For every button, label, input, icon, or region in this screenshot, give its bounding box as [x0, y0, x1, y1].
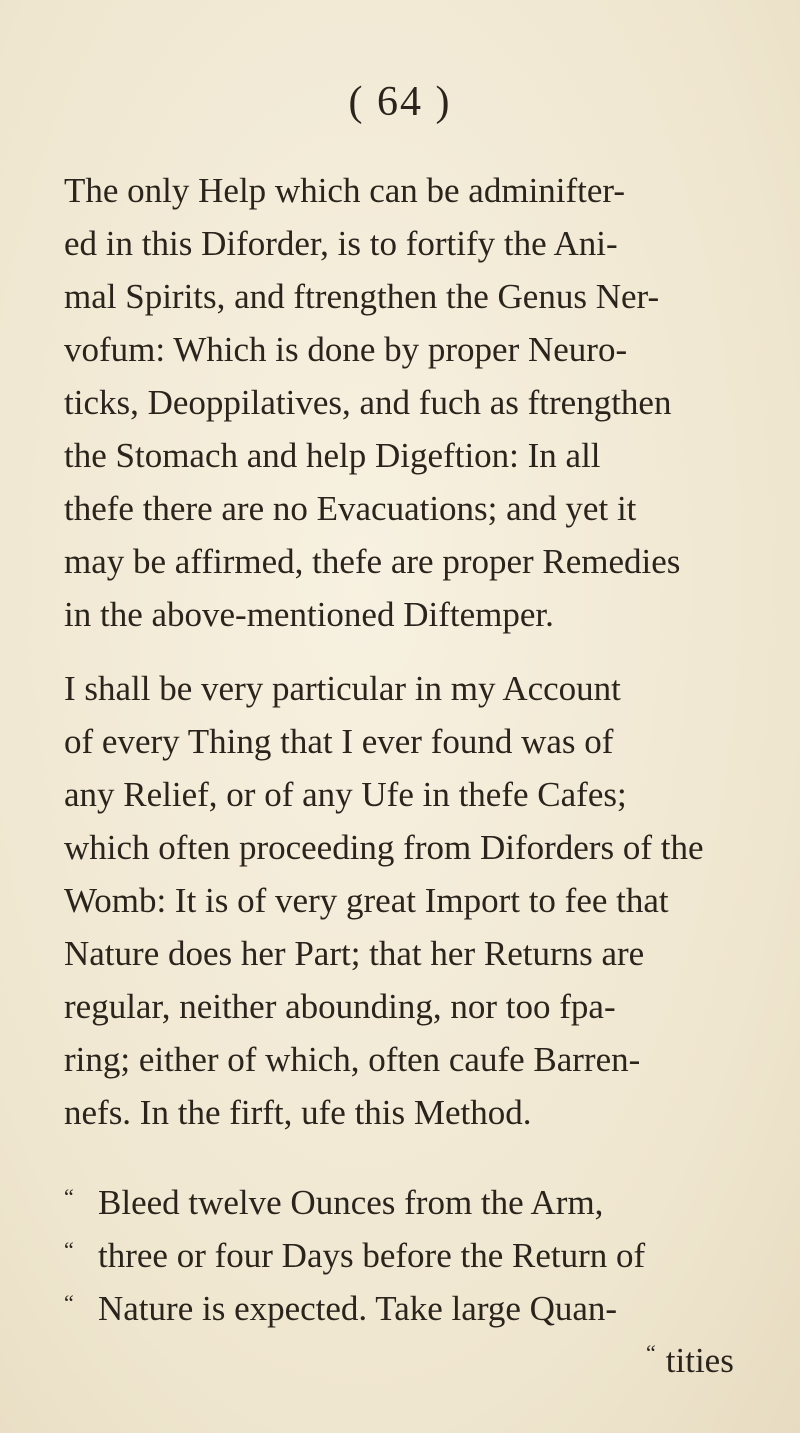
quote-mark: “	[64, 1290, 74, 1315]
text-line: of every Thing that I ever found was of	[64, 722, 614, 761]
paragraph-2	[64, 662, 764, 1139]
text-line: may be affirmed, thefe are proper Remedies	[64, 542, 681, 581]
quote-mark: “	[646, 1340, 656, 1365]
catchword	[646, 1326, 734, 1387]
text-line: which often proceeding from Diforders of the	[64, 828, 704, 867]
text-line: ring; either of which, often caufe Barren-	[64, 1040, 641, 1079]
quoted-paragraph	[64, 1176, 764, 1335]
text-line: thefe there are no Evacuations; and yet it	[64, 489, 637, 528]
text-line: the Stomach and help Digeftion: In all	[64, 436, 601, 475]
page-number: ( 64 )	[348, 79, 452, 125]
text-line: any Relief, or of any Ufe in thefe Cafes;	[64, 775, 627, 814]
line-text: Nature is expected. Take large Quan-	[98, 1289, 618, 1328]
quote-mark: “	[64, 1184, 74, 1209]
text-line: vofum: Which is done by proper Neuro-	[64, 330, 628, 369]
text-line: I shall be very particular in my Account	[64, 669, 621, 708]
quote-mark: “	[64, 1237, 74, 1262]
text-line: Womb: It is of very great Import to fee that	[64, 881, 669, 920]
text-line: regular, neither abounding, nor too fpa-	[64, 987, 616, 1026]
text-line	[64, 1229, 764, 1282]
text-line: The only Help which can be adminifter-	[64, 171, 626, 210]
text-line	[64, 1176, 764, 1229]
line-text: Bleed twelve Ounces from the Arm,	[98, 1183, 604, 1222]
text-line: nefs. In the firft, ufe this Method.	[64, 1093, 532, 1132]
paragraph-1	[64, 164, 764, 641]
catchword-text: tities	[665, 1341, 734, 1380]
text-line: Nature does her Part; that her Returns are	[64, 934, 645, 973]
text-line: in the above-mentioned Diftemper.	[64, 595, 554, 634]
text-line: ed in this Diforder, is to fortify the Ani-	[64, 224, 618, 263]
line-text: three or four Days before the Return of	[98, 1236, 646, 1275]
text-line: mal Spirits, and ftrengthen the Genus Ner-	[64, 277, 660, 316]
text-line: ticks, Deoppilatives, and fuch as ftrengthen	[64, 383, 672, 422]
